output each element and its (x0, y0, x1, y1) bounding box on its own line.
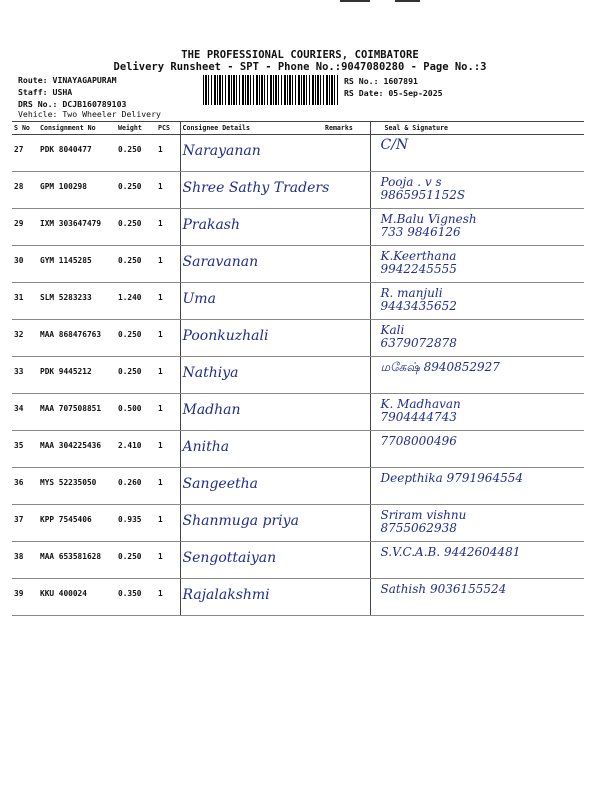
table-row (12, 283, 584, 320)
consignee-handwriting: Sangeetha (182, 476, 258, 492)
route-line (18, 75, 117, 85)
table-row (12, 579, 584, 616)
consignment-cell: MAA 707508851 (38, 394, 116, 431)
vehicle-line (18, 109, 161, 119)
sno-cell: 32 (12, 320, 38, 357)
route-value: VINAYAGAPURAM (52, 75, 117, 85)
pcs-cell: 1 (156, 283, 180, 320)
document-subtitle: Delivery Runsheet - SPT - Phone No.:9047080280 - Page No.:3 (113, 61, 487, 73)
rs-date-label: RS Date: (344, 88, 384, 98)
weight-cell: 0.250 (116, 209, 156, 246)
consignment-cell: KPP 7545406 (38, 505, 116, 542)
consignment-cell: GYM 1145285 (38, 246, 116, 283)
seal-handwriting: K.Keerthana (380, 249, 457, 263)
staff-label: Staff: (18, 87, 48, 97)
seal-signature-cell (370, 505, 584, 542)
consignee-handwriting: Poonkuzhali (182, 328, 269, 344)
table-row (12, 357, 584, 394)
route-label: Route: (18, 75, 48, 85)
seal-signature-cell (370, 542, 584, 579)
pcs-cell: 1 (156, 246, 180, 283)
weight-cell: 0.500 (116, 394, 156, 431)
consignment-cell: MAA 304225436 (38, 431, 116, 468)
barcode-image (203, 75, 340, 105)
table-row (12, 394, 584, 431)
pcs-cell: 1 (156, 357, 180, 394)
seal-handwriting: Kali (380, 323, 405, 337)
document-title: THE PROFESSIONAL COURIERS, COIMBATORE (181, 49, 419, 61)
weight-cell: 0.250 (116, 320, 156, 357)
table-row (12, 172, 584, 209)
consignee-handwriting: Rajalakshmi (182, 587, 270, 603)
remarks-cell (323, 542, 370, 579)
scan-mark (340, 0, 370, 2)
consignee-cell (180, 542, 323, 579)
seal-handwriting: Pooja . v s (380, 175, 442, 189)
remarks-cell (323, 394, 370, 431)
col-header-seal: Seal & Signature (370, 122, 584, 135)
consignee-cell (180, 394, 323, 431)
signature-handwriting: 7708000496 (380, 434, 457, 448)
signature-handwriting: 9942245555 (380, 262, 457, 276)
consignee-handwriting: Nathiya (182, 365, 239, 381)
weight-cell: 0.250 (116, 357, 156, 394)
sno-cell: 30 (12, 246, 38, 283)
consignment-cell: IXM 303647479 (38, 209, 116, 246)
sno-cell: 27 (12, 135, 38, 172)
consignment-cell: PDK 9445212 (38, 357, 116, 394)
consignment-cell: PDK 8040477 (38, 135, 116, 172)
sno-cell: 39 (12, 579, 38, 616)
signature-handwriting: 6379072878 (380, 336, 457, 350)
consignee-handwriting: Madhan (182, 402, 241, 418)
weight-cell: 0.250 (116, 246, 156, 283)
runsheet-table (12, 121, 584, 616)
pcs-cell: 1 (156, 394, 180, 431)
consignee-handwriting: Sengottaiyan (182, 550, 277, 566)
signature-handwriting: 7904444743 (380, 410, 457, 424)
consignment-cell: MAA 868476763 (38, 320, 116, 357)
pcs-cell: 1 (156, 320, 180, 357)
consignee-handwriting: Narayanan (182, 143, 261, 159)
seal-signature-cell (370, 283, 584, 320)
weight-cell: 0.350 (116, 579, 156, 616)
table-row (12, 209, 584, 246)
table-row (12, 505, 584, 542)
weight-cell: 1.240 (116, 283, 156, 320)
sno-cell: 31 (12, 283, 38, 320)
staff-line (18, 87, 72, 97)
signature-handwriting: 733 9846126 (380, 225, 461, 239)
table-row (12, 246, 584, 283)
seal-signature-cell (370, 431, 584, 468)
signature-handwriting: மகேஷ் 8940852927 (380, 360, 500, 374)
signature-handwriting: 9443435652 (380, 299, 457, 313)
pcs-cell: 1 (156, 431, 180, 468)
scan-mark (395, 0, 420, 2)
consignment-cell: MAA 653581628 (38, 542, 116, 579)
staff-value: USHA (52, 87, 73, 97)
remarks-cell (323, 246, 370, 283)
remarks-cell (323, 135, 370, 172)
signature-handwriting: S.V.C.A.B. 9442604481 (380, 545, 521, 559)
rs-no-line (344, 76, 418, 86)
remarks-cell (323, 505, 370, 542)
pcs-cell: 1 (156, 505, 180, 542)
drs-line (18, 99, 126, 109)
consignee-cell (180, 320, 323, 357)
signature-handwriting: Deepthika 9791964554 (380, 471, 523, 485)
remarks-cell (323, 283, 370, 320)
seal-handwriting: K. Madhavan (380, 397, 461, 411)
remarks-cell (323, 579, 370, 616)
seal-signature-cell (370, 209, 584, 246)
weight-cell: 0.250 (116, 135, 156, 172)
sno-cell: 33 (12, 357, 38, 394)
weight-cell: 0.250 (116, 172, 156, 209)
consignee-handwriting: Uma (182, 291, 216, 307)
table-row (12, 320, 584, 357)
sno-cell: 28 (12, 172, 38, 209)
table-row (12, 542, 584, 579)
drs-value: DCJB160789103 (62, 99, 127, 109)
pcs-cell: 1 (156, 468, 180, 505)
rs-no-value: 1607891 (383, 76, 418, 86)
seal-signature-cell (370, 172, 584, 209)
rs-date-line (344, 88, 443, 98)
weight-cell: 0.935 (116, 505, 156, 542)
consignee-handwriting: Shanmuga priya (182, 513, 299, 529)
consignee-handwriting: Anitha (182, 439, 230, 455)
remarks-cell (323, 431, 370, 468)
consignment-cell: SLM 5283233 (38, 283, 116, 320)
sno-cell: 35 (12, 431, 38, 468)
sno-cell: 29 (12, 209, 38, 246)
sno-cell: 34 (12, 394, 38, 431)
vehicle-value: Two Wheeler Delivery (62, 109, 161, 119)
consignment-cell: GPM 100298 (38, 172, 116, 209)
rs-no-label: RS No.: (344, 76, 379, 86)
col-header-sno: S No (12, 122, 38, 135)
sno-cell: 37 (12, 505, 38, 542)
consignee-cell (180, 468, 323, 505)
col-header-consignment: Consignment No (38, 122, 116, 135)
consignee-cell (180, 505, 323, 542)
seal-signature-cell (370, 246, 584, 283)
consignee-cell (180, 357, 323, 394)
seal-signature-cell (370, 320, 584, 357)
consignee-cell (180, 283, 323, 320)
signature-handwriting: Sathish 9036155524 (380, 582, 507, 596)
pcs-cell: 1 (156, 542, 180, 579)
consignee-cell (180, 431, 323, 468)
pcs-cell: 1 (156, 135, 180, 172)
pcs-cell: 1 (156, 172, 180, 209)
consignee-handwriting: Prakash (182, 217, 240, 233)
col-header-remarks: Remarks (323, 122, 370, 135)
drs-label: DRS No.: (18, 99, 58, 109)
sno-cell: 36 (12, 468, 38, 505)
consignee-cell (180, 135, 323, 172)
seal-signature-cell (370, 135, 584, 172)
vehicle-label: Vehicle: (18, 109, 58, 119)
weight-cell: 0.250 (116, 542, 156, 579)
seal-handwriting: Sriram vishnu (380, 508, 467, 522)
consignment-cell: KKU 400024 (38, 579, 116, 616)
rs-date-value: 05-Sep-2025 (388, 88, 443, 98)
consignee-handwriting: Saravanan (182, 254, 259, 270)
consignee-cell (180, 209, 323, 246)
col-header-pcs: PCS (156, 122, 180, 135)
consignee-cell (180, 172, 330, 209)
weight-cell: 2.410 (116, 431, 156, 468)
runsheet-table-wrap (12, 121, 584, 616)
remarks-cell (323, 209, 370, 246)
consignee-cell (180, 246, 323, 283)
consignee-handwriting: Shree Sathy Traders (182, 180, 330, 196)
table-header-row (12, 122, 584, 135)
seal-handwriting: C/N (380, 137, 409, 153)
pcs-cell: 1 (156, 209, 180, 246)
weight-cell: 0.260 (116, 468, 156, 505)
signature-handwriting: 8755062938 (380, 521, 457, 535)
pcs-cell: 1 (156, 579, 180, 616)
table-row (12, 431, 584, 468)
seal-signature-cell (370, 357, 584, 394)
col-header-weight: Weight (116, 122, 156, 135)
seal-signature-cell (370, 579, 584, 616)
remarks-cell (323, 320, 370, 357)
consignment-cell: MYS 52235050 (38, 468, 116, 505)
remarks-cell (323, 357, 370, 394)
consignee-cell (180, 579, 323, 616)
seal-handwriting: M.Balu Vignesh (380, 212, 477, 226)
remarks-cell (323, 172, 370, 209)
col-header-consignee: Consignee Details (180, 122, 323, 135)
remarks-cell (323, 468, 370, 505)
table-row (12, 468, 584, 505)
seal-signature-cell (370, 468, 584, 505)
table-row (12, 135, 584, 172)
seal-signature-cell (370, 394, 584, 431)
signature-handwriting: 9865951152S (380, 188, 466, 202)
sno-cell: 38 (12, 542, 38, 579)
seal-handwriting: R. manjuli (380, 286, 443, 300)
